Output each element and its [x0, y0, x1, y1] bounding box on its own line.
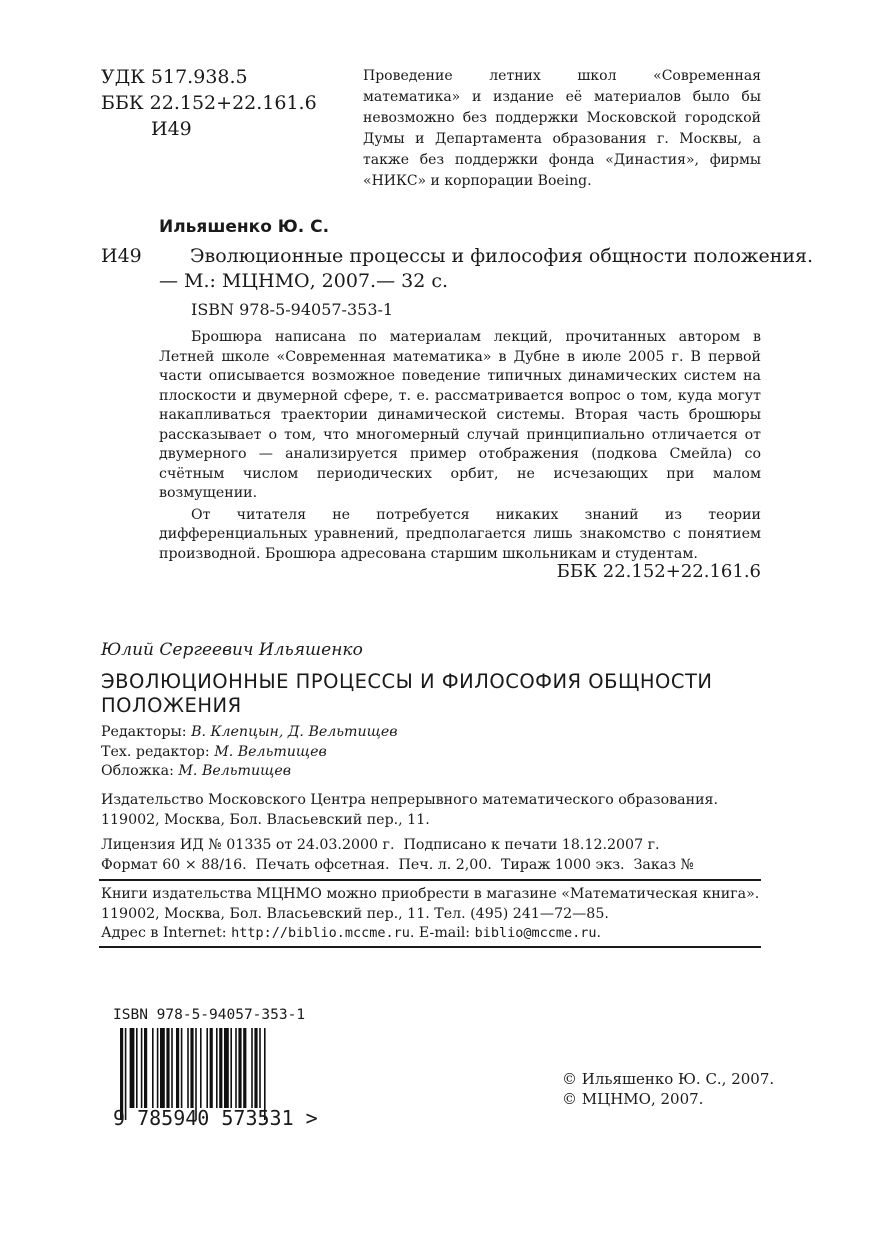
- author-mark: И49: [151, 118, 192, 140]
- barcode-bar: [187, 1028, 189, 1108]
- abstract: [159, 328, 761, 564]
- copyright: [562, 1069, 774, 1109]
- barcode-bar: [238, 1028, 241, 1108]
- barcode-bar: [160, 1028, 165, 1108]
- udk-code: УДК 517.938.5: [101, 66, 248, 88]
- funding-note: Проведение летних школ «Современная математика» и издание её материалов было бы невозможно без поддержки Московской городской Думы и Департамента образования г. Москвы, а также без поддержки фонда «Династия», фирмы «НИКС» и корпорации Boeing.: [363, 68, 761, 189]
- barcode-bar: [259, 1028, 261, 1108]
- editors-line: [101, 723, 397, 743]
- publisher-line-2: 119002, Москва, Бол. Власьевский пер., 11.: [101, 811, 430, 828]
- abstract-paragraph-1: Брошюра написана по материалам лекций, прочитанных автором в Летней школе «Современная математика» в Дубне в июле 2005 г. В первой части описывается возможное поведение типичных динамических систем на плоскости и двумерной сфере, т. е. рассматривается вопрос о том, куда могут накапливаться траектории динамической системы. Вторая часть брошюры рассказывает о том, что многомерный случай принципиально отличается от двумерного — анализируется пример отображения (подкова Смейла) со счётным числом периодических орбит, не исчезающих при малом возмущении.: [159, 329, 761, 501]
- barcode-bar: [230, 1028, 232, 1108]
- address-label: Адрес в Internet:: [101, 925, 227, 941]
- license-line-2: Формат 60 × 88/16. Печать офсетная. Печ. л. 2,00. Тираж 1000 экз. Заказ №: [101, 856, 694, 873]
- cover-line: [101, 762, 397, 782]
- barcode-bar: [224, 1028, 229, 1108]
- tech-editor-label: Тех. редактор:: [101, 743, 210, 760]
- barcode-bar: [216, 1028, 218, 1108]
- barcode-bar: [130, 1028, 135, 1108]
- publisher-info: [101, 791, 718, 830]
- barcode-bar: [254, 1028, 257, 1108]
- barcode-bar: [144, 1028, 147, 1108]
- bbk-code: ББК 22.152+22.161.6: [101, 92, 317, 114]
- abstract-paragraph-2: От читателя не потребуется никаких знаний из теории дифференциальных уравнений, предполагается лишь знакомство с понятием производной. Брошюра адресована старшим школьникам и студентам.: [159, 506, 761, 562]
- copyright-author: © Ильяшенко Ю. С., 2007.: [562, 1070, 775, 1088]
- bib-isbn: ISBN 978-5-94057-353-1: [191, 300, 394, 319]
- barcode-isbn: ISBN 978-5-94057-353-1: [113, 1007, 306, 1023]
- barcode-bar: [219, 1028, 222, 1108]
- bib-code: И49: [101, 245, 142, 267]
- barcode-bar: [136, 1028, 138, 1108]
- cover-name: М. Вельтищев: [178, 763, 291, 779]
- email-label: . E-mail:: [409, 925, 471, 941]
- bib-title: Эволюционные процессы и философия общности положения.: [190, 245, 814, 267]
- copyright-publisher: © МЦНМО, 2007.: [562, 1090, 704, 1108]
- barcode-bar: [251, 1028, 253, 1108]
- classification-block: [101, 64, 317, 142]
- tech-editor-name: М. Вельтищев: [214, 743, 327, 760]
- barcode-bar: [235, 1028, 237, 1108]
- shop-line-2: 119002, Москва, Бол. Власьевский пер., 11. Тел. (495) 241—72—85.: [101, 905, 609, 922]
- barcode-bar: [206, 1028, 208, 1108]
- line-end: .: [596, 925, 602, 941]
- barcode-bar: [200, 1028, 202, 1108]
- barcode-bar: [176, 1028, 179, 1108]
- barcode-bar: [152, 1028, 154, 1108]
- divider-bottom: [99, 946, 761, 948]
- bib-author: Ильяшенко Ю. С.: [159, 217, 330, 237]
- barcode-bar: [190, 1028, 193, 1108]
- divider-top: [99, 879, 761, 881]
- imprint-title: ЭВОЛЮЦИОННЫЕ ПРОЦЕССЫ И ФИЛОСОФИЯ ОБЩНОСТИ ПОЛОЖЕНИЯ: [101, 670, 713, 717]
- barcode-bar: [181, 1028, 183, 1108]
- imprint-author: Юлий Сергеевич Ильяшенко: [101, 640, 363, 660]
- barcode-bar: [171, 1028, 173, 1108]
- email-link[interactable]: biblio@mccme.ru: [474, 925, 597, 941]
- shop-info: [101, 885, 759, 944]
- bib-publication: — М.: МЦНМО, 2007.— 32 с.: [159, 270, 449, 292]
- bbk-right: ББК 22.152+22.161.6: [556, 561, 761, 582]
- license-line-1: Лицензия ИД № 01335 от 24.03.2000 г. Подписано к печати 18.12.2007 г.: [101, 837, 660, 853]
- shop-line-3: [101, 924, 759, 944]
- shop-line-1: Книги издательства МЦНМО можно приобрести в магазине «Математическая книга».: [101, 886, 760, 902]
- credits: [101, 723, 397, 782]
- license-info: [101, 836, 694, 875]
- cover-label: Обложка:: [101, 763, 174, 779]
- barcode-digits: 9 785940 573531 >: [113, 1106, 318, 1130]
- publisher-line-1: Издательство Московского Центра непрерывного математического образования.: [101, 792, 718, 808]
- barcode-bar: [210, 1028, 213, 1108]
- barcode-bar: [243, 1028, 246, 1108]
- barcode-bar: [157, 1028, 159, 1108]
- website-link[interactable]: http://biblio.mccme.ru: [231, 925, 410, 941]
- editors-names: В. Клепцын, Д. Вельтищев: [191, 724, 398, 740]
- barcode-bar: [141, 1028, 143, 1108]
- tech-editor-line: [101, 743, 397, 763]
- editors-label: Редакторы:: [101, 724, 187, 740]
- barcode-bar: [166, 1028, 169, 1108]
